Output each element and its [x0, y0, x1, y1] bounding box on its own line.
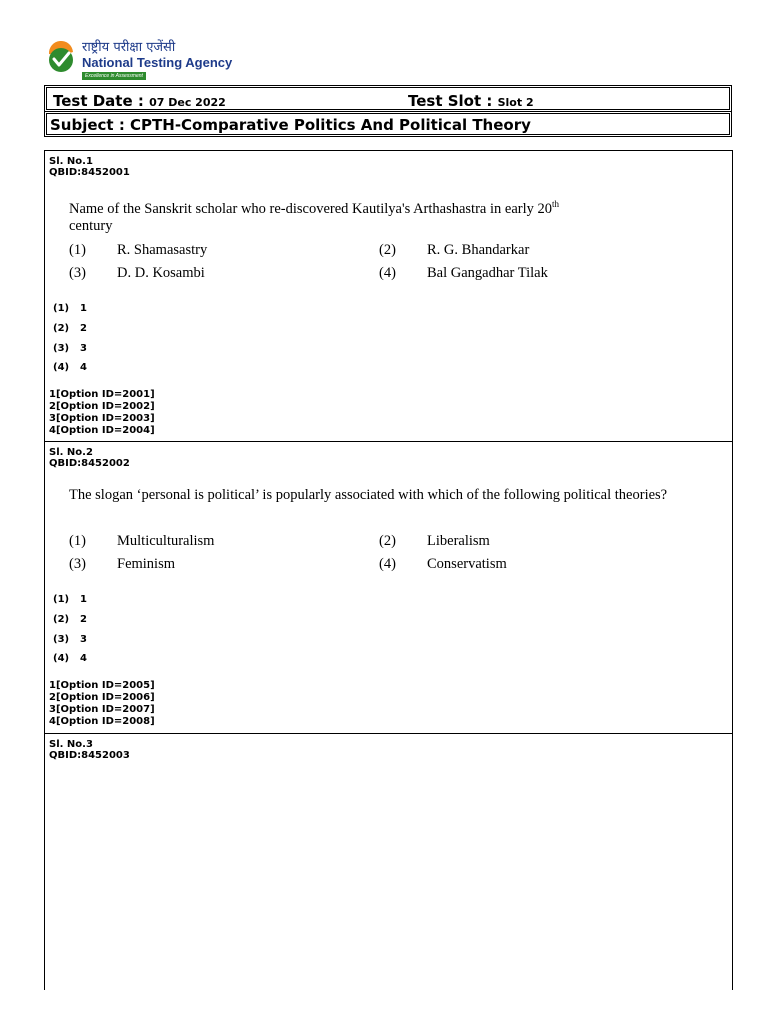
question-1	[45, 151, 732, 441]
answer-key-3: (3) 3	[53, 634, 87, 645]
option-id: 4[Option ID=2004]	[49, 425, 155, 436]
question-sheet	[44, 150, 733, 990]
answer-key-3: (3) 3	[53, 343, 87, 354]
test-slot: Test Slot : Slot 2	[408, 92, 534, 110]
test-date: Test Date : 07 Dec 2022	[53, 92, 226, 110]
test-info-box	[44, 85, 732, 112]
option-2: (2) R. G. Bhandarkar	[379, 242, 530, 258]
question-id: QBID:8452002	[49, 458, 130, 469]
serial-number: Sl. No.1	[49, 156, 93, 167]
subject-title: Subject : CPTH-Comparative Politics And Political Theory	[50, 116, 531, 134]
option-id: 2[Option ID=2006]	[49, 692, 155, 703]
option-id-list	[49, 389, 155, 437]
answer-key-1: (1) 1	[53, 303, 87, 314]
serial-number: Sl. No.3	[49, 739, 93, 750]
option-2: (2) Liberalism	[379, 533, 490, 549]
question-3	[45, 733, 732, 989]
agency-name-english: National Testing Agency	[82, 55, 233, 70]
option-4: (4) Bal Gangadhar Tilak	[379, 265, 548, 281]
option-id: 1[Option ID=2001]	[49, 389, 155, 400]
option-id: 3[Option ID=2003]	[49, 413, 155, 424]
option-id: 3[Option ID=2007]	[49, 704, 155, 715]
question-text: The slogan ‘personal is political’ is popularly associated with which of the following political theories?	[69, 487, 668, 503]
nta-logo	[46, 40, 232, 80]
answer-key-4: (4) 4	[53, 362, 87, 373]
agency-name-hindi: राष्ट्रीय परीक्षा एजेंसी	[82, 40, 176, 55]
answer-key-4: (4) 4	[53, 653, 87, 664]
option-id: 4[Option ID=2008]	[49, 716, 155, 727]
question-meta	[49, 156, 130, 178]
answer-key-2: (2) 2	[53, 323, 87, 334]
option-id: 1[Option ID=2005]	[49, 680, 155, 691]
nta-logo-icon	[46, 40, 76, 74]
option-4: (4) Conservatism	[379, 556, 507, 572]
option-3: (3) D. D. Kosambi	[69, 265, 205, 281]
question-id: QBID:8452001	[49, 167, 130, 178]
question-meta	[49, 739, 130, 761]
option-id: 2[Option ID=2002]	[49, 401, 155, 412]
test-slot-value: Slot 2	[497, 96, 534, 109]
question-2	[45, 441, 732, 733]
test-date-value: 07 Dec 2022	[149, 96, 226, 109]
subject-box	[44, 111, 732, 137]
question-meta	[49, 447, 130, 469]
question-text: Name of the Sanskrit scholar who re-discovered Kautilya's Arthashastra in early 20th century	[69, 199, 559, 234]
option-id-list	[49, 680, 155, 728]
option-1: (1) Multiculturalism	[69, 533, 215, 549]
option-3: (3) Feminism	[69, 556, 176, 572]
question-id: QBID:8452003	[49, 750, 130, 761]
serial-number: Sl. No.2	[49, 447, 93, 458]
agency-tagline: Excellence in Assessment	[82, 72, 146, 80]
option-1: (1) R. Shamasastry	[69, 242, 208, 258]
answer-key-1: (1) 1	[53, 594, 87, 605]
answer-key-2: (2) 2	[53, 614, 87, 625]
